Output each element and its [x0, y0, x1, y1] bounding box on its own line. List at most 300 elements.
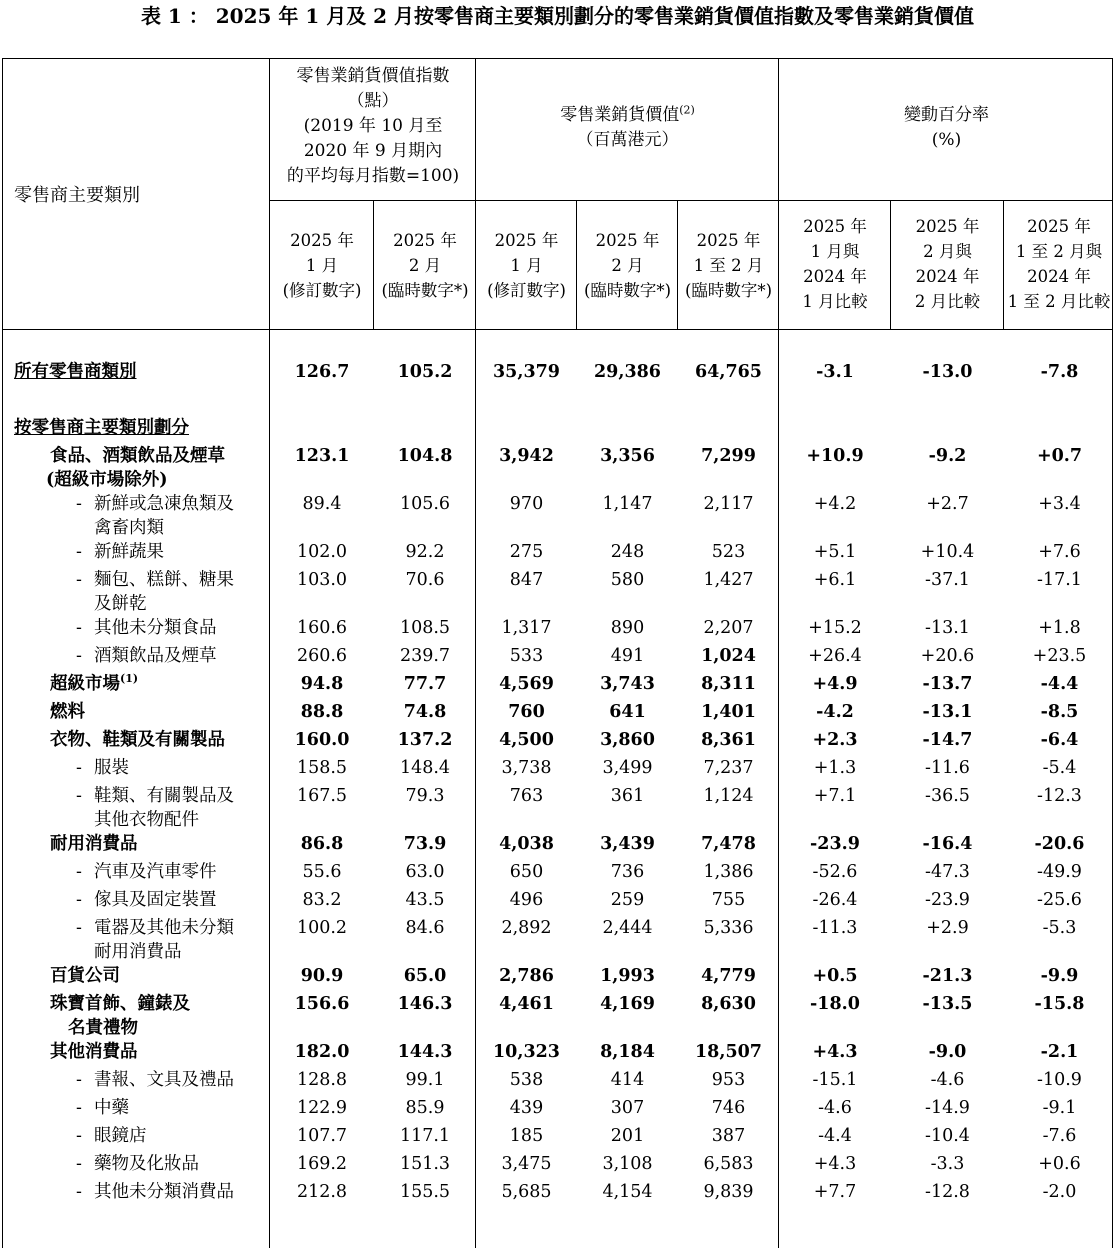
header-line: 1 月比較	[802, 292, 868, 311]
value-group-header	[477, 103, 778, 153]
header-line: (臨時數字*)	[381, 281, 469, 300]
table-row	[0, 1068, 1115, 1096]
table-cell: +1.3	[813, 758, 857, 778]
table-cell: 73.9	[403, 834, 447, 854]
table-cell: -18.0	[810, 994, 860, 1014]
table-cell: 4,461	[499, 994, 554, 1014]
header-line: 1 月與	[810, 242, 860, 261]
header-bottom-rule	[2, 329, 1113, 330]
table-cell: 158.5	[296, 758, 348, 778]
table-cell: 3,108	[602, 1154, 653, 1174]
table-cell: 43.5	[405, 890, 445, 910]
table-cell	[476, 416, 577, 444]
header-line: 2024 年	[803, 267, 867, 286]
table-cell: 74.8	[403, 702, 447, 722]
header-line: (%)	[931, 130, 962, 150]
footnote-ref: (1)	[120, 672, 139, 686]
row-label	[0, 492, 270, 540]
table-cell: 580	[610, 570, 645, 590]
table-cell: 55.6	[302, 862, 342, 882]
table-cell: -23.9	[810, 834, 860, 854]
table-cell	[270, 416, 374, 444]
table-cell: +5.1	[813, 542, 857, 562]
table-row	[0, 860, 1115, 888]
table-cell: 77.7	[403, 674, 447, 694]
table-cell: 160.6	[296, 618, 348, 638]
label-text: 燃料	[50, 702, 85, 722]
table-cell: +4.3	[813, 1154, 857, 1174]
table-cell: -13.7	[922, 674, 973, 694]
table-cell: +0.7	[1036, 446, 1083, 466]
table-cell: -25.6	[1037, 890, 1082, 910]
footnote-ref: (2)	[679, 103, 695, 117]
table-cell: 1,317	[501, 618, 552, 638]
table-cell: 7,237	[703, 758, 754, 778]
table-cell: 126.7	[294, 362, 350, 382]
table-row	[0, 492, 1115, 540]
table-cell: 847	[509, 570, 544, 590]
table-cell: 538	[509, 1070, 544, 1090]
table-cell	[374, 416, 476, 444]
table-cell: 4,038	[499, 834, 554, 854]
table-cell: 1,386	[703, 862, 754, 882]
table-cell: -7.8	[1040, 362, 1079, 382]
table-row	[0, 1124, 1115, 1152]
table-cell: -16.4	[922, 834, 973, 854]
header-line: 2 月比較	[914, 292, 981, 311]
table-cell: 2,444	[602, 918, 653, 938]
table-cell: -7.6	[1042, 1126, 1077, 1146]
index-group-header	[271, 64, 475, 189]
label-text: 耐用消費品	[50, 834, 138, 854]
header-line: 1 月	[305, 256, 339, 275]
dash-marker: -	[76, 570, 82, 590]
sub-column-header	[375, 228, 475, 303]
table-cell: 4,500	[499, 730, 554, 750]
dash-marker: -	[76, 618, 82, 638]
table-cell: 3,356	[600, 446, 655, 466]
table-cell: 275	[509, 542, 544, 562]
dash-marker: -	[76, 1182, 82, 1202]
table-cell: 182.0	[294, 1042, 350, 1062]
table-cell: 736	[610, 862, 645, 882]
row-label-text	[0, 540, 270, 564]
header-line: （百萬港元）	[576, 130, 679, 150]
table-cell: 92.2	[405, 542, 445, 562]
header-line: 2024 年	[1027, 267, 1091, 286]
table-cell: 4,154	[602, 1182, 653, 1202]
header-line: （點）	[347, 91, 399, 111]
table-cell: -13.1	[925, 618, 970, 638]
row-label-text	[0, 416, 270, 440]
table-cell: 650	[509, 862, 544, 882]
table-cell: 94.8	[300, 674, 344, 694]
table-cell: 4,779	[701, 966, 756, 986]
table-cell: 100.2	[296, 918, 348, 938]
dash-marker: -	[76, 1154, 82, 1174]
row-label-text	[0, 784, 270, 832]
table-cell: -14.9	[925, 1098, 970, 1118]
row-label	[0, 360, 270, 416]
dash-marker: -	[76, 1126, 82, 1146]
table-cell: -26.4	[812, 890, 858, 910]
table-cell: 491	[610, 646, 645, 666]
table-cell: 8,311	[701, 674, 756, 694]
table-cell: 9,839	[703, 1182, 754, 1202]
table-cell: 85.9	[405, 1098, 445, 1118]
header-line: 2024 年	[915, 267, 980, 286]
table-cell: 151.3	[399, 1154, 451, 1174]
header-line: 2025 年	[803, 217, 867, 236]
label-text: 電器及其他未分類	[94, 918, 234, 938]
table-cell: -9.2	[928, 446, 967, 466]
row-label-text	[0, 360, 270, 384]
table-cell: -4.6	[930, 1070, 965, 1090]
table-cell: +3.4	[1038, 494, 1081, 514]
table-cell: -15.1	[812, 1070, 858, 1090]
table-cell: 212.8	[296, 1182, 348, 1202]
row-label	[0, 616, 270, 644]
row-label	[0, 700, 270, 728]
table-cell: -47.3	[925, 862, 970, 882]
table-cell: +7.7	[813, 1182, 857, 1202]
table-cell: -23.9	[925, 890, 970, 910]
table-cell	[779, 416, 891, 444]
table-cell: 10,323	[493, 1042, 560, 1062]
header-line: 2025 年	[494, 231, 559, 250]
label-text: 珠寶首飾、鐘錶及	[50, 994, 190, 1014]
header-line: 2 月	[611, 256, 644, 275]
table-cell: 167.5	[296, 786, 348, 806]
table-cell: 156.6	[294, 994, 350, 1014]
table-cell: 105.2	[397, 362, 453, 382]
table-cell: 1,124	[703, 786, 754, 806]
table-cell: 99.1	[405, 1070, 445, 1090]
table-cell: 201	[610, 1126, 645, 1146]
sub-column-header	[892, 214, 1003, 314]
row-label	[0, 568, 270, 616]
table-cell: 144.3	[397, 1042, 453, 1062]
header-line: 2025 年	[915, 217, 980, 236]
row-label-text	[0, 700, 270, 724]
row-label-text	[0, 728, 270, 752]
label-text: 其他未分類食品	[94, 618, 217, 638]
header-line: 2025 年	[696, 231, 761, 250]
table-cell: 123.1	[294, 446, 350, 466]
row-label-text	[0, 916, 270, 964]
table-cell: -15.8	[1034, 994, 1085, 1014]
change-group-header	[780, 103, 1113, 153]
row-label	[0, 416, 270, 444]
row-label	[0, 728, 270, 756]
table-cell: -9.9	[1040, 966, 1079, 986]
label-text: 衣物、鞋類及有關製品	[50, 730, 225, 750]
dash-marker: -	[76, 786, 82, 806]
table-cell: 248	[610, 542, 645, 562]
row-label-text	[0, 1180, 270, 1204]
table-cell: 970	[509, 494, 544, 514]
table-cell: 361	[610, 786, 645, 806]
header-line: 2 月	[408, 256, 442, 275]
table-cell: 746	[711, 1098, 746, 1118]
table-row	[0, 416, 1115, 444]
table-row	[0, 728, 1115, 756]
header-line: (2019 年 10 月至	[303, 116, 443, 136]
dash-marker: -	[76, 1070, 82, 1090]
header-line: (修訂數字)	[282, 281, 362, 300]
table-cell: 3,942	[499, 446, 554, 466]
dash-marker: -	[76, 758, 82, 778]
table-cell: +15.2	[808, 618, 862, 638]
table-cell: 760	[508, 702, 545, 722]
header-line: 2025 年	[595, 231, 660, 250]
header-line: 2025 年	[393, 231, 457, 250]
table-cell: 169.2	[296, 1154, 348, 1174]
table-row	[0, 1180, 1115, 1208]
table-cell: -13.0	[922, 362, 973, 382]
sub-column-header	[578, 228, 677, 303]
table-cell	[678, 416, 779, 444]
table-cell: 108.5	[399, 618, 451, 638]
label-text: 按零售商主要類別劃分	[14, 418, 189, 438]
table-cell: 496	[509, 890, 544, 910]
row-label-text	[0, 1124, 270, 1148]
header-line: 2 月與	[923, 242, 972, 261]
table-cell: 763	[509, 786, 544, 806]
table-cell: 105.6	[399, 494, 451, 514]
sub-column-header	[1005, 214, 1113, 314]
table-cell: -17.1	[1037, 570, 1082, 590]
row-label	[0, 888, 270, 916]
table-cell: +4.2	[813, 494, 857, 514]
row-label-text	[0, 1152, 270, 1176]
table-cell: 953	[711, 1070, 746, 1090]
header-line: (臨時數字*)	[583, 281, 672, 300]
table-cell: 2,207	[703, 618, 754, 638]
header-line: 的平均每月指數=100)	[286, 166, 460, 186]
table-cell: +10.4	[920, 542, 975, 562]
dash-marker: -	[76, 542, 82, 562]
label-text: 名貴禮物	[68, 1018, 138, 1038]
row-label	[0, 1040, 270, 1068]
table-cell: 6,583	[703, 1154, 754, 1174]
label-text: 中藥	[94, 1098, 129, 1118]
table-cell: 1,147	[602, 494, 653, 514]
table-cell: 128.8	[296, 1070, 348, 1090]
table-cell: 755	[711, 890, 746, 910]
table-cell: 414	[610, 1070, 645, 1090]
table-row	[0, 964, 1115, 992]
table-cell: 103.0	[296, 570, 348, 590]
label-text: 及餅乾	[94, 594, 147, 614]
header-line: 1 至 2 月比較	[1007, 292, 1111, 311]
table-row	[0, 916, 1115, 964]
table-cell: -11.3	[812, 918, 858, 938]
table-cell: 8,630	[701, 994, 756, 1014]
table-cell: -2.1	[1040, 1042, 1079, 1062]
label-text: 百貨公司	[50, 966, 120, 986]
column-divider	[1003, 200, 1004, 330]
table-row	[0, 1096, 1115, 1124]
label-text: 書報、文具及禮品	[94, 1070, 234, 1090]
label-text: 新鮮或急凍魚類及	[94, 494, 234, 514]
table-cell: -12.8	[925, 1182, 970, 1202]
table-row	[0, 832, 1115, 860]
table-cell: -4.6	[818, 1098, 852, 1118]
table-cell: 259	[610, 890, 645, 910]
header-line: 1 至 2 月與	[1015, 242, 1103, 261]
table-cell: -21.3	[922, 966, 973, 986]
row-label	[0, 992, 270, 1040]
table-cell: 185	[509, 1126, 544, 1146]
table-cell: 641	[609, 702, 646, 722]
row-label	[0, 1152, 270, 1180]
table-row	[0, 992, 1115, 1040]
row-label	[0, 444, 270, 492]
table-cell: 122.9	[296, 1098, 348, 1118]
sub-column-header	[679, 228, 778, 303]
header-line: 零售業銷貨價值	[560, 105, 680, 125]
table-cell: 2,117	[703, 494, 754, 514]
sub-column-header	[477, 228, 576, 303]
table-row	[0, 672, 1115, 700]
label-text: 汽車及汽車零件	[94, 862, 217, 882]
label-text: 服裝	[94, 758, 129, 778]
table-row	[0, 888, 1115, 916]
dash-marker: -	[76, 918, 82, 938]
table-cell: 7,478	[701, 834, 756, 854]
header-line: 零售業銷貨價值指數	[296, 66, 450, 86]
data-table	[0, 360, 1115, 1208]
row-label	[0, 756, 270, 784]
column-divider	[576, 200, 577, 330]
table-cell: -52.6	[812, 862, 858, 882]
table-row	[0, 1152, 1115, 1180]
table-cell	[1004, 416, 1115, 444]
table-cell: 83.2	[302, 890, 342, 910]
table-cell: 533	[509, 646, 544, 666]
label-text: 新鮮蔬果	[94, 542, 164, 562]
table-cell: 439	[509, 1098, 544, 1118]
table-cell: -5.4	[1042, 758, 1077, 778]
table-cell: 1,993	[600, 966, 655, 986]
label-text: 酒類飲品及煙草	[94, 646, 217, 666]
table-body	[0, 360, 1115, 1208]
table-cell: 148.4	[399, 758, 451, 778]
table-cell: 88.8	[300, 702, 344, 722]
table-cell: 79.3	[405, 786, 445, 806]
row-label-text	[0, 644, 270, 668]
table-cell: -36.5	[925, 786, 970, 806]
table-cell: +2.9	[926, 918, 969, 938]
table-cell: 4,569	[499, 674, 554, 694]
table-row	[0, 756, 1115, 784]
label-text: (超級市場除外)	[46, 470, 168, 490]
label-text: 藥物及化妝品	[94, 1154, 199, 1174]
table-cell: -9.1	[1042, 1098, 1077, 1118]
table-cell: -6.4	[1040, 730, 1079, 750]
row-label-text	[0, 444, 270, 492]
table-cell: 155.5	[399, 1182, 451, 1202]
table-cell: -13.1	[922, 702, 973, 722]
sub-column-header	[780, 214, 890, 314]
header-line: 2025 年	[290, 231, 354, 250]
label-text: 其他未分類消費品	[94, 1182, 234, 1202]
table-cell: -10.9	[1037, 1070, 1082, 1090]
table-row	[0, 644, 1115, 672]
label-text: 鞋類、有關製品及	[94, 786, 234, 806]
table-cell: 2,786	[499, 966, 554, 986]
header-divider	[269, 200, 1113, 201]
category-column-header: 零售商主要類別	[14, 185, 140, 206]
table-cell: 1,024	[701, 646, 756, 666]
dash-marker: -	[76, 494, 82, 514]
table-cell: 3,499	[602, 758, 653, 778]
row-label-text	[0, 992, 270, 1040]
dash-marker: -	[76, 1098, 82, 1118]
table-cell: 5,336	[703, 918, 754, 938]
table-row	[0, 616, 1115, 644]
label-text: 禽畜肉類	[94, 518, 164, 538]
table-cell: 160.0	[294, 730, 350, 750]
sub-column-header	[271, 228, 373, 303]
table-cell: 7,299	[701, 446, 756, 466]
table-cell: -37.1	[925, 570, 970, 590]
table-cell: 35,379	[493, 362, 560, 382]
row-label	[0, 1124, 270, 1152]
table-cell: -3.1	[816, 362, 854, 382]
table-cell: 1,401	[701, 702, 756, 722]
table-cell: 8,361	[701, 730, 756, 750]
table-cell: 1,427	[703, 570, 754, 590]
row-label-text	[0, 756, 270, 780]
row-label-text	[0, 860, 270, 884]
row-label-text	[0, 672, 270, 696]
table-cell: +4.3	[812, 1042, 858, 1062]
table-cell: -10.4	[925, 1126, 970, 1146]
row-label	[0, 540, 270, 568]
table-cell: -4.4	[818, 1126, 852, 1146]
table-cell: -12.3	[1037, 786, 1082, 806]
table-cell: 117.1	[399, 1126, 451, 1146]
label-text: 超級市場$^{(1)}$	[50, 672, 139, 694]
header-line: (修訂數字)	[487, 281, 566, 300]
page-title: 表 1 ： 2025 年 1 月及 2 月按零售商主要類別劃分的零售業銷貨價值指數及零售業銷貨價值	[140, 4, 975, 28]
table-cell: 3,475	[501, 1154, 552, 1174]
table-row	[0, 784, 1115, 832]
table-cell: +2.3	[812, 730, 858, 750]
table-cell: 89.4	[302, 494, 342, 514]
row-label-text	[0, 568, 270, 616]
row-label	[0, 1096, 270, 1124]
table-cell: 29,386	[594, 362, 661, 382]
table-cell: 387	[711, 1126, 746, 1146]
table-cell: -20.6	[1034, 834, 1085, 854]
table-cell: 890	[610, 618, 645, 638]
table-cell: +2.7	[926, 494, 969, 514]
header-line: (臨時數字*)	[684, 281, 773, 300]
table-cell: +20.6	[920, 646, 975, 666]
table-cell: 70.6	[405, 570, 445, 590]
table-cell: -49.9	[1037, 862, 1082, 882]
table-cell: -11.6	[925, 758, 970, 778]
table-cell: 8,184	[600, 1042, 655, 1062]
table-cell: 3,439	[600, 834, 655, 854]
header-line: 1 至 2 月	[693, 256, 764, 275]
table-row	[0, 700, 1115, 728]
column-divider	[373, 200, 374, 330]
table-cell	[577, 416, 678, 444]
